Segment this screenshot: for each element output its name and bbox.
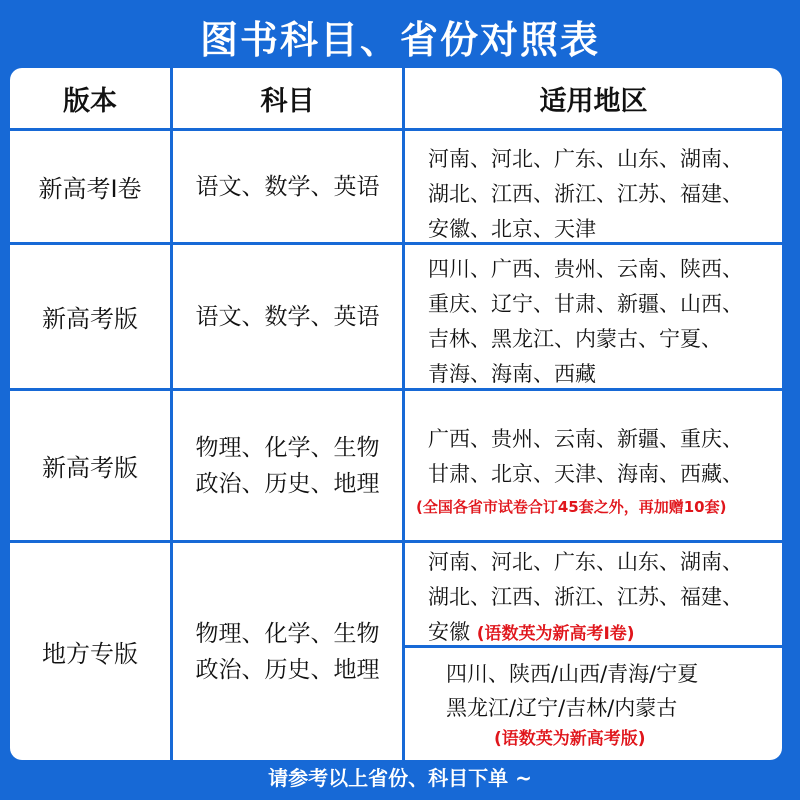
row-3-subjects — [173, 391, 402, 540]
region-line: 河南、河北、广东、山东、湖南、 — [428, 147, 743, 171]
region-line: 湖北、江西、浙江、江苏、福建、 — [428, 182, 743, 206]
row-1-regions — [428, 142, 778, 247]
row-4-subjects — [173, 543, 402, 760]
subject-line: 语文、数学、英语 — [195, 303, 380, 330]
region-line: 安徽、北京、天津 — [428, 217, 596, 241]
row-2-regions — [428, 252, 778, 392]
row-2-subjects — [173, 245, 402, 388]
subject-line: 物理、化学、生物 — [195, 434, 380, 461]
header-region: 适用地区 — [539, 85, 648, 117]
row-4-version: 地方专版 — [42, 640, 138, 668]
region-line: 甘肃、北京、天津、海南、西藏、 — [428, 462, 743, 486]
subject-line: 政治、历史、地理 — [195, 470, 380, 497]
subject-note-a: (语数英为新高考Ⅰ卷) — [476, 624, 635, 644]
row-3-version: 新高考版 — [42, 454, 138, 482]
row-4-regions-b — [446, 657, 776, 753]
region-line: 四川、广西、贵州、云南、陕西、 — [428, 257, 743, 281]
region-line: 湖北、江西、浙江、江苏、福建、 — [428, 585, 743, 609]
subject-note-b: (语数英为新高考版) — [494, 729, 646, 749]
region-line: 重庆、辽宁、甘肃、新疆、山西、 — [428, 292, 743, 316]
row-3-regions — [416, 422, 778, 522]
subject-line: 物理、化学、生物 — [195, 620, 380, 647]
region-line: 安徽 — [428, 620, 470, 644]
subject-line: 语文、数学、英语 — [195, 173, 380, 200]
subject-line: 政治、历史、地理 — [195, 656, 380, 683]
header-subject: 科目 — [260, 85, 315, 117]
row-1-version: 新高考Ⅰ卷 — [38, 175, 142, 203]
region-line: 青海、海南、西藏 — [428, 362, 596, 386]
row-1-subjects — [173, 131, 402, 242]
row-4-regions-a — [428, 545, 778, 652]
region-line: 吉林、黑龙江、内蒙古、宁夏、 — [428, 327, 722, 351]
footer-text: 请参考以上省份、科目下单 ~ — [268, 766, 532, 790]
page-title: 图书科目、省份对照表 — [199, 18, 600, 62]
bonus-note: (全国各省市试卷合订45套之外，再加赠10套) — [416, 498, 727, 516]
region-line: 河南、河北、广东、山东、湖南、 — [428, 550, 743, 574]
region-line: 黑龙江/辽宁/吉林/内蒙古 — [446, 696, 678, 720]
row-2-version: 新高考版 — [42, 305, 138, 333]
header-version: 版本 — [63, 85, 117, 117]
region-line: 广西、贵州、云南、新疆、重庆、 — [428, 427, 743, 451]
region-line: 四川、陕西/山西/青海/宁夏 — [446, 662, 699, 686]
